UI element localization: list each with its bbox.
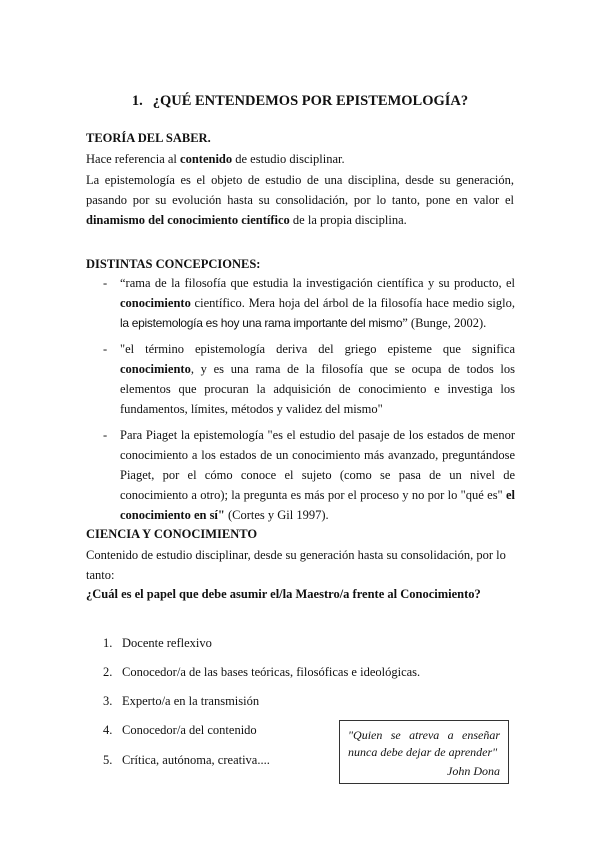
quote-text: "Quien se atreva a enseñar nunca debe dejar de aprender" [348,728,500,759]
list-item-role-2: 2. Conocedor/a de las bases teóricas, filosóficas e ideológicas. [103,665,421,679]
quote-box [339,720,509,784]
heading-ciencia: CIENCIA Y CONOCIMIENTO [86,527,258,541]
dash-marker: - [103,276,108,290]
condensed-quote: la epistemología es hoy una rama importante del mismo [120,316,403,330]
paragraph-contenido: Hace referencia al contenido de estudio disciplinar. [86,152,345,166]
bold-dinamismo: dinamismo del conocimiento científico [86,213,290,227]
list-item-bunge: - “rama de la filosofía que estudia la investigación científica y su producto, el conocimiento científico. Mera hoja del árbol de la filosofía hace medio siglo, la epistemología es hoy una rama importante del mismo” (Bunge, 2002). [103,273,515,333]
quote-author: John Dona [447,764,500,778]
page-title [0,93,600,110]
ciencia-line-1: Contenido de estudio disciplinar, desde su generación hasta su consolidación, por lo [86,548,506,562]
ciencia-line-2: tanto: [86,568,115,582]
heading-teoria: TEORÍA DEL SABER. [86,131,211,145]
list-item-role-3: 3. Experto/a en la transmisión [103,694,260,708]
bold-conocimiento: conocimiento [120,296,191,310]
list-item-role-4: 4. Conocedor/a del contenido [103,723,257,737]
list-item-piaget: - Para Piaget la epistemología "es el estudio del pasaje de los estados de menor conocimiento a los estados de un conocimiento más avanzado, preguntándose Piaget, por el cómo conoce el sujeto (como se pasa de un nivel de conocimiento a otro); la pregunta es más por el proceso y no por lo "qué es" el conocimiento en sí" (Cortes y Gil 1997). [103,425,515,525]
title-text: ¿QUÉ ENTENDEMOS POR EPISTEMOLOGÍA? [152,93,469,109]
concepciones-list [103,273,515,525]
question-papel-maestro: ¿Cuál es el papel que debe asumir el/la Maestro/a frente al Conocimiento? [86,587,481,601]
dash-marker: - [103,428,108,442]
list-item-episteme: - "el término epistemología deriva del griego episteme que significa conocimiento, y es una rama de la filosofía que se ocupa de todos los elementos que procuran la adquisición de conocimiento e investiga los fundamentos, límites, métodos y validez del mismo" [103,339,515,419]
bold-contenido: contenido [180,152,233,166]
bold-conocimiento: conocimiento [120,362,191,376]
list-item-role-5: 5. Crítica, autónoma, creativa.... [103,753,270,767]
paragraph-epistemologia: La epistemología es el objeto de estudio de una disciplina, desde su generación, pasando por su evolución hasta su consolidación, por lo tanto, pone en valor el dinamismo del conocimiento científico de la propia disciplina. [86,173,514,227]
list-item-role-1: 1. Docente reflexivo [103,636,212,650]
title-number: 1. [131,93,143,109]
bold-conocimiento-en-si: el conocimiento en sí" [120,488,515,522]
heading-concepciones: DISTINTAS CONCEPCIONES: [86,257,261,271]
dash-marker: - [103,342,108,356]
